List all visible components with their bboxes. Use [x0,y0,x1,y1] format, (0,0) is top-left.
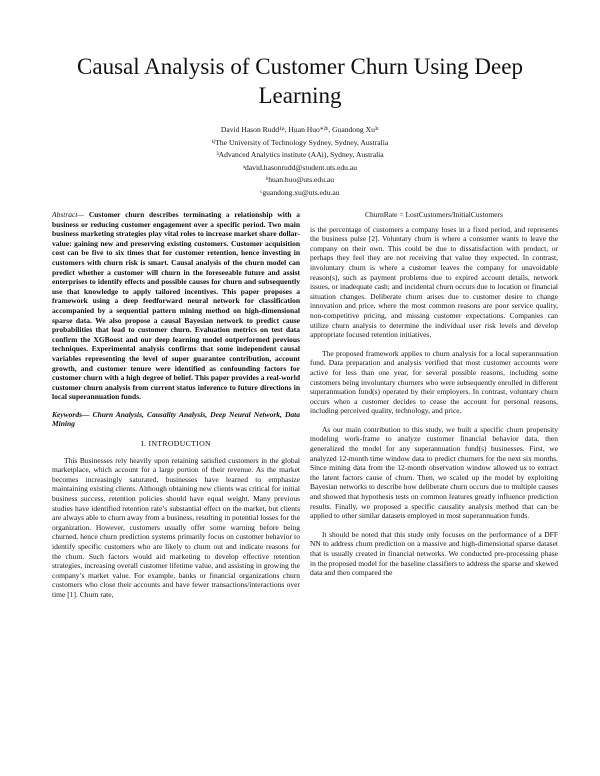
churn-rate-formula: ChurnRate = LostCustomers/InitialCustomers [365,210,503,219]
author-names: David Hason Rudd¹ʲᵃ, Huan Huo*²ᵇ, Guandong Xu³ᶜ [220,125,380,134]
right-paragraph-3: As our main contribution to this study, we built a specific churn propensity modeling work-frame to analyze customer financial behavior data, then generalized the model for any superannuation fund(s) businesses. First, we analyzed 12-month time window data to predict churners for the next six months. Since mining data from the 12-month observation window allowed us to extract the latent factors cause of churn. Then, we scaled up the model by exploiting Bayesian networks to describe how deliberate churn occurs due to multiple causes and showed that hypothesis tests on common features greatly influence prediction results. Finally, we proposed a specific causality analysis method that can be applied to other similar datasets employed in most superannuation funds. [310,424,558,521]
affiliation-2: ³Advanced Analytics institute (AAi), Sydney, Australia [216,150,384,160]
email-b: ᵇhuan.huo@uts.edu.au [265,175,335,185]
abstract [52,210,300,402]
author-block [60,124,540,200]
paper-title: Causal Analysis of Customer Churn Using Deep Learning [77,54,523,108]
keywords [52,410,300,429]
right-column [310,210,558,578]
right-paragraph-1: is the percentage of customers a company loses in a fixed period, and represents the business pulse [2]. Voluntary churn is where a consumer wants to leave the company on their own. This could be due to dissatisfaction with product, or perhaps they feel they are not receiving that value they expected. In contrast, involuntary churn is where a customer leaves the company for unavoidable reason(s), such as payment problems due to expired account details, network issues, or inadequate cash; and incidental churn occurs due to location or financial situation changes. Deliberate churn arises due to customer desire to change innovation and price, where the most common reasons are poor service quality, non-competitive pricing, and missing customer expectations. Companies can utilize churn analysis to determine the individual user risk levels and develop appropriate focused retention initiatives. [310,224,558,340]
keywords-lead: Keywords— [52,409,90,419]
right-paragraph-2: The proposed framework applies to churn analysis for a local superannuation fund. Data preparation and analysis verified that most customer accounts were active for less than one year, for several possible reasons, including some customers being involuntary churners who were subsequently enrolled in different superannuation fund(s) operated by their employers. In contrast, voluntary churn occurs when a customer decides to cease the account for personal reasons, including perceived quality, technology, and price. [310,348,558,416]
abstract-text: Customer churn describes terminating a relationship with a business or reducing customer engagement over a specific period. Two main business marketing strategies play vital roles to increase market share dollar-value: gaining new and preserving existing customers. Customer acquisition cost can be five to six times that for customer retention, hence investing in customers with churn risk is smart. Causal analysis of the churn model can predict whether a customer will churn in the foreseeable future and assist enterprises to identify effects and possible causes for churn and subsequently use that knowledge to apply tailored incentives. This paper proposes a framework using a deep feedforward neural network for classification accompanied by a sequential pattern mining method on high-dimensional sparse data. We also propose a causal Bayesian network to predict cause probabilities that lead to customer churn. Evaluation metrics on test data confirm the XGBoost and our deep learning model outperformed previous techniques. Experimental analysis confirms that some independent causal variables representing the level of super guarantee contribution, account growth, and customer tenure were identified as confounding factors for customer churn with a high degree of belief. This paper provides a real-world customer churn analysis from current status inference to future directions in local superannuation funds. [52,210,300,402]
intro-paragraph-1: This Businesses rely heavily upon retaining satisfied customers in the global marketplace, which account for a large portion of their revenue. As the market becomes increasingly saturated, businesses have learned to emphasize maintaining existing clients. Although obtaining new clients was critical for initial business success, retention policies should have equal weight. Many previous studies have identified retention rate’s substantial effect on the market, but clients are always able to churn away from a business, resulting in potential losses for the organization. However, customers usually offer some warning before being churned, hence churn prediction systems primarily focus on customer behavior to identify specific customers who are likely to churn out and indicate reasons for the churn. Such factors would aid marketing to develop effective retention strategies, increasing overall customer lifetime value, and assisting in growing the company’s market value. For example, banks or financial organizations churn customers who close their accounts and have fewer transactions/interactions over time [1]. Churn rate, [52,455,300,599]
email-a: ᵃdavid.hasonrudd@student.uts.edu.au [242,162,358,172]
affiliation-1: ¹ʲThe University of Technology Sydney, Sydney, Australia [211,137,389,147]
right-paragraph-4: It should be noted that this study only focuses on the performance of a DFF NN to address churn prediction on a massive and high-dimensional sparse dataset that is usually created in financial networks. We conducted pre-processing phase in the proposed model for the baseline classifiers to address the sparse and skewed data and then compared the [310,529,558,578]
left-column [52,210,300,600]
keywords-text: Churn Analysis, Causality Analysis, Deep Neural Network, Data Mining [52,409,300,429]
email-c: ᶜguandong.xu@uts.edu.au [260,187,340,197]
abstract-lead: Abstract— [52,210,85,219]
section-heading-introduction: I. INTRODUCTION [141,439,211,449]
